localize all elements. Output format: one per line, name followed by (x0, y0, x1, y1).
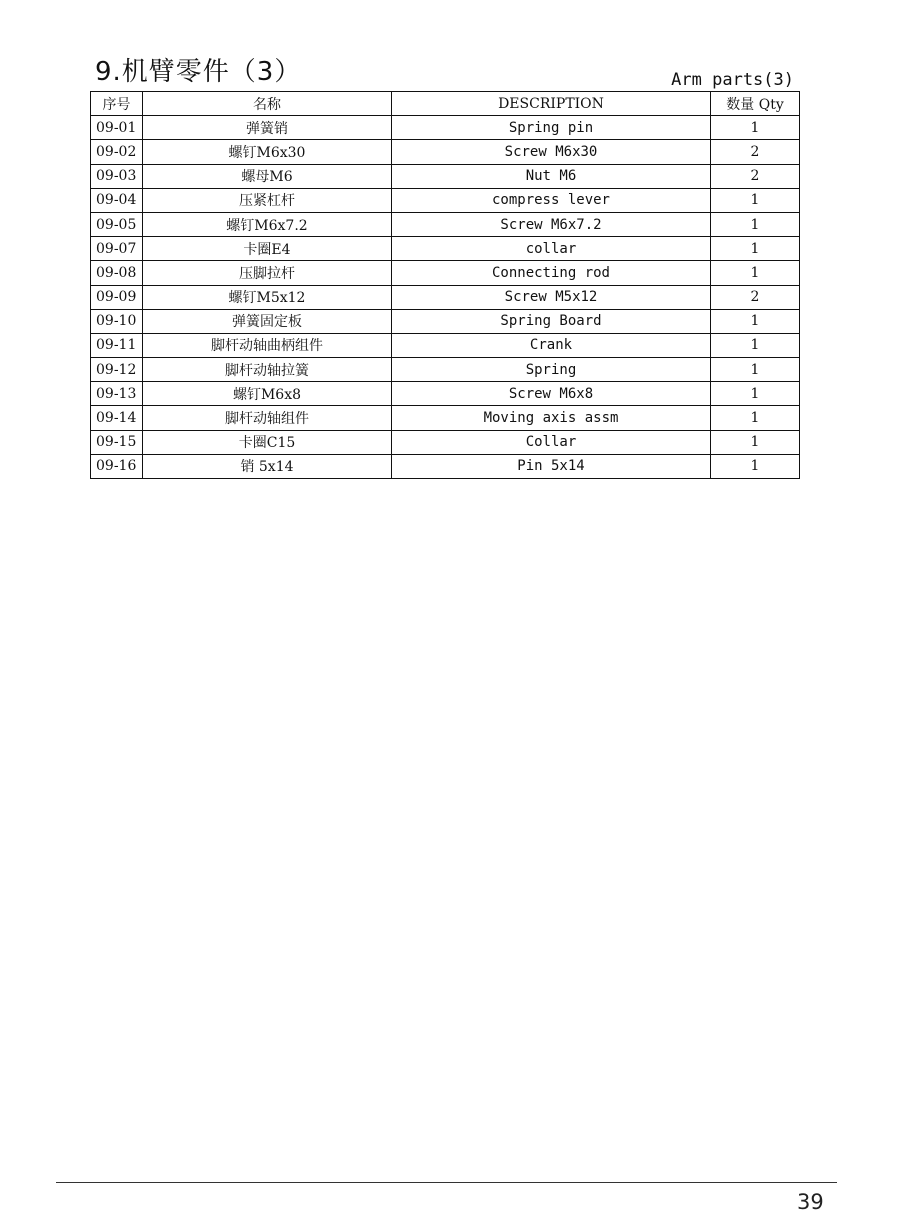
cell-qty: 1 (711, 309, 800, 333)
table-row (91, 309, 800, 333)
cell-qty: 1 (711, 237, 800, 261)
table-row (91, 116, 800, 140)
cell-number: 09-13 (91, 382, 143, 406)
cell-qty: 1 (711, 430, 800, 454)
cell-number: 09-04 (91, 188, 143, 212)
cell-number: 09-02 (91, 140, 143, 164)
cell-number: 09-16 (91, 454, 143, 478)
cell-name: 螺钉M6x30 (143, 140, 392, 164)
cell-name: 卡圈C15 (143, 430, 392, 454)
cell-description: Collar (392, 430, 711, 454)
cell-description: Screw M6x30 (392, 140, 711, 164)
cell-name: 脚杆动轴组件 (143, 406, 392, 430)
cell-number: 09-15 (91, 430, 143, 454)
cell-qty: 2 (711, 164, 800, 188)
table-row (91, 164, 800, 188)
cell-qty: 1 (711, 406, 800, 430)
table-row (91, 285, 800, 309)
cell-description: collar (392, 237, 711, 261)
cell-name: 销 5x14 (143, 454, 392, 478)
column-header-name: 名称 (143, 92, 392, 116)
cell-qty: 1 (711, 116, 800, 140)
cell-qty: 1 (711, 358, 800, 382)
footer-divider (56, 1182, 837, 1183)
table-row (91, 382, 800, 406)
cell-description: Nut M6 (392, 164, 711, 188)
table-row (91, 406, 800, 430)
column-header-description: DESCRIPTION (392, 92, 711, 116)
cell-qty: 1 (711, 188, 800, 212)
table-row (91, 212, 800, 236)
cell-number: 09-10 (91, 309, 143, 333)
table-row (91, 261, 800, 285)
cell-number: 09-11 (91, 333, 143, 357)
table-row (91, 188, 800, 212)
parts-table-body (91, 116, 800, 479)
cell-description: Moving axis assm (392, 406, 711, 430)
cell-qty: 2 (711, 285, 800, 309)
table-row (91, 333, 800, 357)
cell-description: Screw M6x7.2 (392, 212, 711, 236)
cell-description: Spring (392, 358, 711, 382)
cell-description: Pin 5x14 (392, 454, 711, 478)
cell-description: Screw M5x12 (392, 285, 711, 309)
cell-description: Crank (392, 333, 711, 357)
cell-number: 09-08 (91, 261, 143, 285)
cell-qty: 1 (711, 382, 800, 406)
page-title: 9.机臂零件（3） (95, 57, 302, 87)
cell-number: 09-09 (91, 285, 143, 309)
column-header-qty: 数量 Qty (711, 92, 800, 116)
table-row (91, 140, 800, 164)
table-header-row (91, 92, 800, 116)
cell-description: Connecting rod (392, 261, 711, 285)
cell-qty: 1 (711, 212, 800, 236)
cell-name: 螺母M6 (143, 164, 392, 188)
page-subtitle: Arm parts(3) (671, 70, 794, 90)
cell-name: 脚杆动轴拉簧 (143, 358, 392, 382)
page-number: 39 (797, 1190, 824, 1214)
cell-name: 卡圈E4 (143, 237, 392, 261)
table-row (91, 237, 800, 261)
column-header-number: 序号 (91, 92, 143, 116)
cell-qty: 2 (711, 140, 800, 164)
cell-number: 09-05 (91, 212, 143, 236)
cell-qty: 1 (711, 454, 800, 478)
cell-name: 压脚拉杆 (143, 261, 392, 285)
cell-name: 压紧杠杆 (143, 188, 392, 212)
cell-number: 09-03 (91, 164, 143, 188)
cell-name: 螺钉M6x7.2 (143, 212, 392, 236)
cell-description: compress lever (392, 188, 711, 212)
table-row (91, 358, 800, 382)
cell-number: 09-07 (91, 237, 143, 261)
cell-number: 09-14 (91, 406, 143, 430)
table-row (91, 454, 800, 478)
cell-description: Spring pin (392, 116, 711, 140)
cell-description: Screw M6x8 (392, 382, 711, 406)
cell-number: 09-12 (91, 358, 143, 382)
cell-name: 弹簧销 (143, 116, 392, 140)
cell-name: 螺钉M6x8 (143, 382, 392, 406)
table-row (91, 430, 800, 454)
cell-number: 09-01 (91, 116, 143, 140)
cell-name: 脚杆动轴曲柄组件 (143, 333, 392, 357)
cell-qty: 1 (711, 261, 800, 285)
parts-table (90, 91, 800, 479)
cell-name: 螺钉M5x12 (143, 285, 392, 309)
cell-name: 弹簧固定板 (143, 309, 392, 333)
cell-qty: 1 (711, 333, 800, 357)
cell-description: Spring Board (392, 309, 711, 333)
